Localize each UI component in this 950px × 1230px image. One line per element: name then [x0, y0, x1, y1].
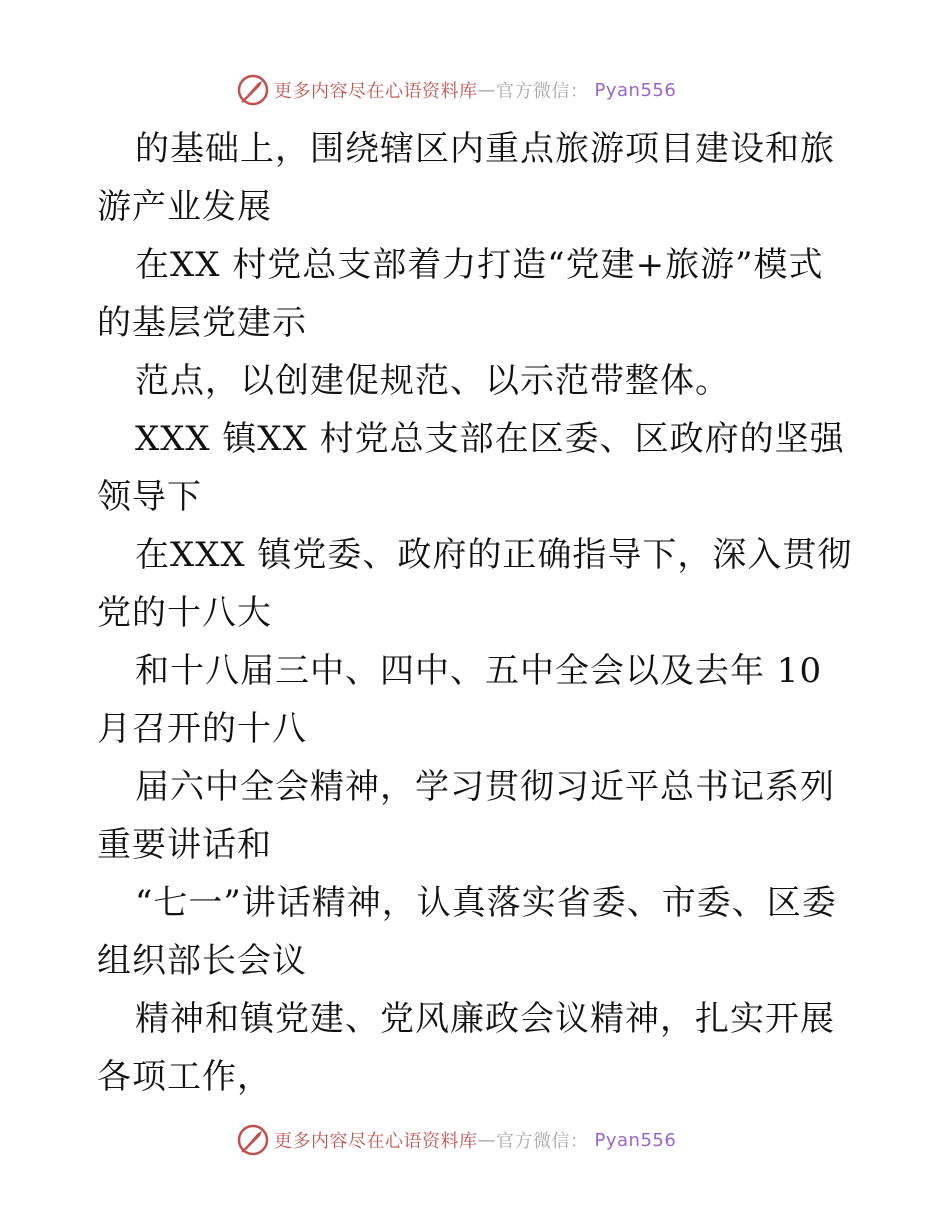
watermark-header [236, 72, 676, 108]
watermark-separator: — [477, 1129, 496, 1151]
document-body [97, 120, 857, 1106]
watermark-account: Pyan556 [594, 1129, 677, 1151]
watermark-separator: — [477, 79, 496, 101]
paragraph: 届六中全会精神，学习贯彻习近平总书记系列重要讲话和 [97, 767, 835, 865]
watermark-official-text: 官方微信： [496, 81, 589, 102]
paragraph: 在XX 村党总支部着力打造“党建+旅游”模式的基层党建示 [97, 245, 824, 343]
paragraph: “七一”讲话精神，认真落实省委、市委、区委组织部长会议 [97, 883, 837, 981]
paragraph: 范点，以创建促规范、以示范带整体。 [135, 361, 730, 401]
paragraph: 的基础上，围绕辖区内重点旅游项目建设和旅游产业发展 [97, 129, 835, 227]
paragraph: 在XXX 镇党委、政府的正确指导下，深入贯彻党的十八大 [97, 535, 853, 633]
watermark-official-text: 官方微信： [496, 1131, 589, 1152]
watermark-footer [236, 1122, 676, 1158]
watermark-account: Pyan556 [594, 79, 677, 101]
watermark-brand-text: 更多内容尽在心语资料库 [274, 81, 478, 102]
quill-logo-icon [236, 73, 270, 107]
paragraph: 和十八届三中、四中、五中全会以及去年 10 月召开的十八 [97, 651, 823, 749]
quill-logo-icon [236, 1123, 270, 1157]
watermark-brand-text: 更多内容尽在心语资料库 [274, 1131, 478, 1152]
paragraph: 精神和镇党建、党风廉政会议精神，扎实开展各项工作， [97, 999, 835, 1097]
paragraph: XXX 镇XX 村党总支部在区委、区政府的坚强领导下 [97, 419, 845, 517]
